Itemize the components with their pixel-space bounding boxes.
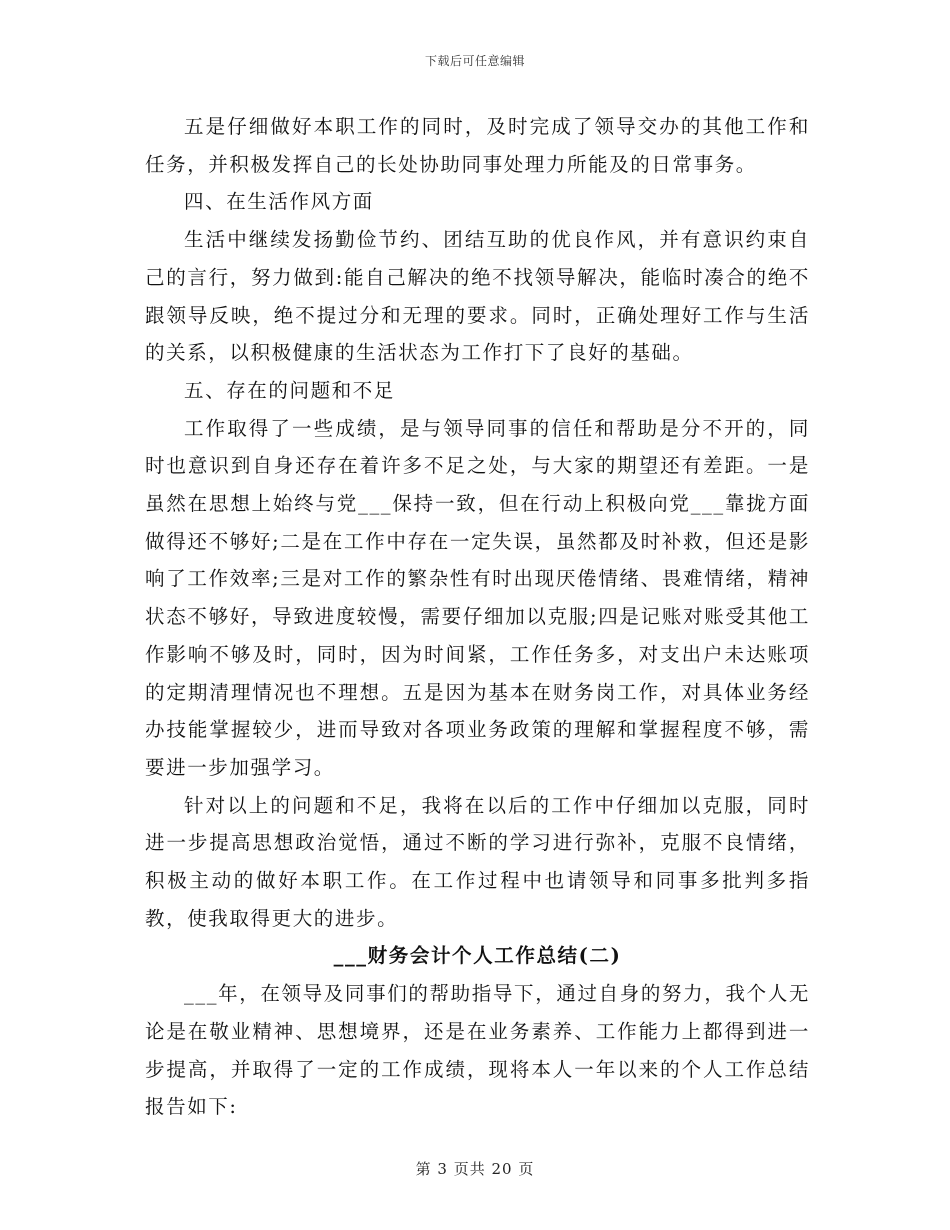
- document-body: [145, 108, 810, 1126]
- paragraph-problems: 工作取得了一些成绩，是与领导同事的信任和帮助是分不开的，同时也意识到自身还存在着许多不足之处，与大家的期望还有差距。一是虽然在思想上始终与党___保持一致，但在行动上积极向党___靠拢方面做得还不够好;二是在工作中存在一定失误，虽然都及时补救，但还是影响了工作效率;三是对工作的繁杂性有时出现厌倦情绪、畏难情绪，精神状态不够好，导致进度较慢，需要仔细加以克服;四是记账对账受其他工作影响不够及时，同时，因为时间紧，工作任务多，对支出户未达账项的定期清理情况也不理想。五是因为基本在财务岗工作，对具体业务经办技能掌握较少，进而导致对各项业务政策的理解和掌握程度不够，需要进一步加强学习。: [145, 416, 810, 779]
- paragraph-duty-completion: 五是仔细做好本职工作的同时，及时完成了领导交办的其他工作和任务，并积极发挥自己的长处协助同事处理力所能及的日常事务。: [145, 115, 810, 176]
- page-header: 下载后可任意编辑: [424, 54, 525, 68]
- paragraph-improvement: 针对以上的问题和不足，我将在以后的工作中仔细加以克服，同时进一步提高思想政治觉悟，通过不断的学习进行弥补，克服不良情绪，积极主动的做好本职工作。在工作过程中也请领导和同事多批判多指教，使我取得更大的进步。: [145, 793, 810, 930]
- section-heading-problems: 五、存在的问题和不足: [184, 378, 396, 402]
- document-title: ___财务会计个人工作总结(二): [333, 944, 622, 968]
- paragraph-intro: ___年，在领导及同事们的帮助指导下，通过自身的努力，我个人无论是在敬业精神、思想境界，还是在业务素养、工作能力上都得到进一步提高，并取得了一定的工作成绩，现将本人一年以来的个人工作总结报告如下:: [145, 982, 810, 1119]
- section-heading-lifestyle: 四、在生活作风方面: [184, 190, 374, 214]
- page-footer: 第 3 页共 20 页: [415, 1160, 535, 1178]
- paragraph-lifestyle: 生活中继续发扬勤俭节约、团结互助的优良作风，并有意识约束自己的言行，努力做到:能自己解决的绝不找领导解决，能临时凑合的绝不跟领导反映，绝不提过分和无理的要求。同时，正确处理好工作与生活的关系，以积极健康的生活状态为工作打下了良好的基础。: [145, 228, 810, 365]
